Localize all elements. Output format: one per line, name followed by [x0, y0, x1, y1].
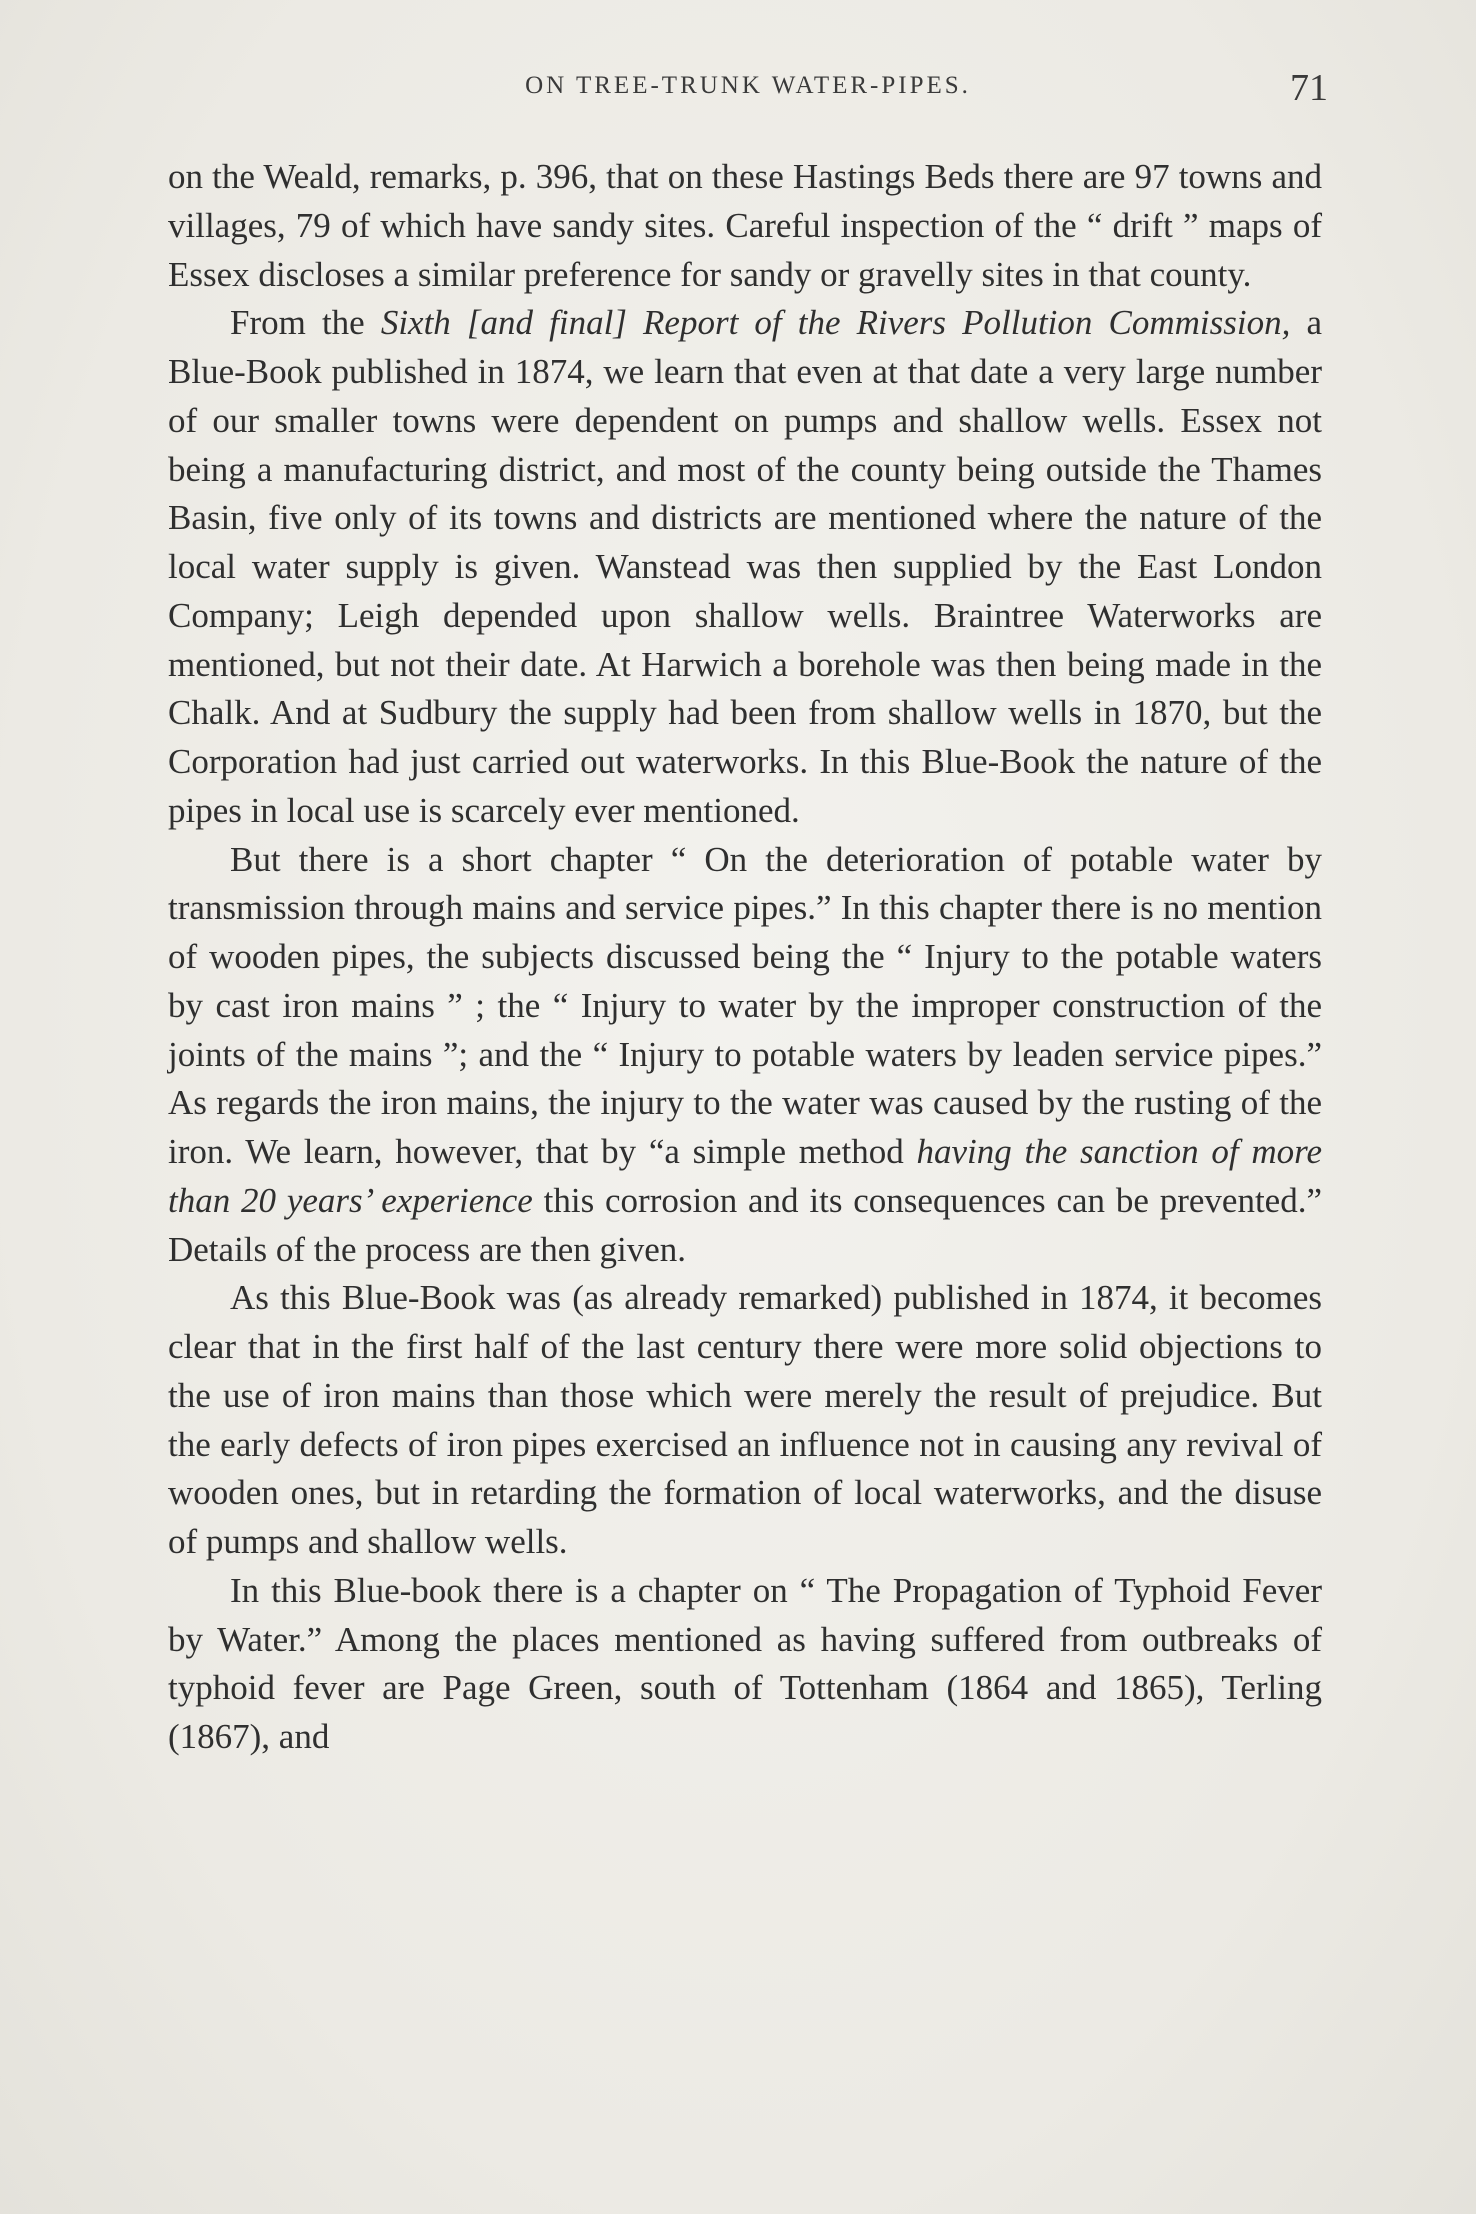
paragraph-4: As this Blue-Book was (as already remarked) published in 1874, it becomes clear that in the first half of the last century there were more solid objections to the use of iron mains than those which were merely the result of prejudice. But the early defects of iron pipes exercised an influence not in causing any revival of wooden ones, but in retarding the formation of local waterworks, and the disuse of pumps and shallow wells. — [168, 1278, 1322, 1561]
paragraph-5: In this Blue-book there is a chapter on “ The Propagation of Typhoid Fever by Water.” Among the places mentioned as having suffered from outbreaks of typhoid fever are Page Green, south of Tottenham (1864 and 1865), Terling (1867), and — [168, 1570, 1322, 1756]
body-text — [168, 153, 1322, 1762]
emphasis-phrase: having the sanction of more than 20 years’ experience — [168, 1132, 1322, 1220]
report-title: Sixth [and final] Report of the Rivers Pollution Commission, — [380, 303, 1291, 343]
paragraph-1: on the Weald, remarks, p. 396, that on these Hastings Beds there are 97 towns and villages, 79 of which have sandy sites. Careful inspection of the “ drift ” maps of Essex discloses a similar preference for sandy or gravelly sites in that county. — [168, 157, 1322, 294]
paragraph-3-rest: this corrosion and its consequences can be prevented.” Details of the process are then given. — [168, 1180, 1322, 1269]
paragraph-3-lead: But there is a short chapter “ On the deterioration of potable water by transmission through mains and service pipes.” In this chapter there is no mention of wooden pipes, the subjects discussed being the “ Injury to the potable waters by cast iron mains ” ; the “ Injury to water by the improper construction of the joints of the mains ”; and the “ Injury to potable waters by leaden service pipes.” As regards the iron mains, the injury to the water was caused by the rusting of the iron. We learn, however, that by “a simple method — [168, 839, 1322, 1171]
paragraph-3 — [168, 836, 1322, 1275]
paragraph-2-lead: From the — [230, 303, 381, 343]
paragraph-2 — [168, 299, 1322, 835]
running-head — [168, 66, 1328, 116]
page-number: 71 — [1290, 67, 1328, 109]
running-title: ON TREE-TRUNK WATER-PIPES. — [525, 72, 971, 99]
paragraph-2-rest: a Blue-Book published in 1874, we learn that even at that date a very large number of our smaller towns were dependent on pumps and shallow wells. Essex not being a manufacturing district, and most of the county being outside the Thames Basin, five only of its towns and districts are mentioned where the nature of the local water supply is given. Wanstead was then supplied by the East London Company; Leigh depended upon shallow wells. Braintree Waterworks are mentioned, but not their date. At Harwich a borehole was then being made in the Chalk. And at Sudbury the supply had been from shallow wells in 1870, but the Corporation had just carried out waterworks. In this Blue-Book the nature of the pipes in local use is scarcely ever mentioned. — [168, 303, 1323, 830]
